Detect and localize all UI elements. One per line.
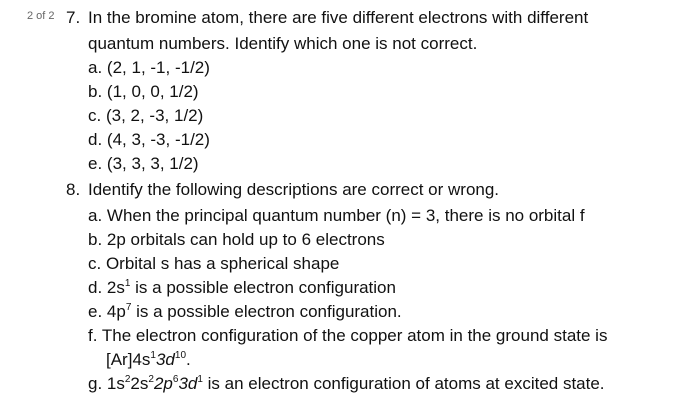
q8-d-suffix: is a possible electron configuration <box>130 278 396 297</box>
q8-item-c: c. Orbital s has a spherical shape <box>88 254 340 273</box>
q8-f-core: [Ar]4s <box>106 350 151 369</box>
q8-g-sup-4: 1 <box>197 374 203 385</box>
q7-option-c <box>88 106 203 126</box>
q7-option-b <box>88 82 199 102</box>
option-label: e. <box>88 154 103 173</box>
question-7-number: 7. <box>66 8 81 27</box>
q8-item-a: a. When the principal quantum number (n) = 3, there is no orbital f <box>88 206 585 225</box>
option-label: b. <box>88 82 103 101</box>
q7-option-a <box>88 58 210 78</box>
q8-item-b: b. 2p orbitals can hold up to 6 electrons <box>88 230 385 249</box>
q8-f-end: . <box>186 350 191 369</box>
q8-item-f-line-2 <box>106 350 191 373</box>
q8-e-suffix: is a possible electron configuration. <box>131 302 402 321</box>
q8-g-suffix: is an electron configuration of atoms at excited state. <box>202 374 605 393</box>
question-7-line-1 <box>66 8 588 28</box>
q8-f-sup-2: 10 <box>174 350 187 361</box>
question-7-text: In the bromine atom, there are five different electrons with different <box>88 8 589 27</box>
question-8-title-line <box>66 180 499 200</box>
q7-option-d <box>88 130 210 150</box>
q8-f-orbital: 3d <box>155 350 175 369</box>
q8-d-prefix: d. 2s <box>88 278 125 297</box>
q7-option-e <box>88 154 199 174</box>
question-8-number: 8. <box>66 180 81 199</box>
q8-item-d <box>88 278 396 301</box>
q8-g-sup-1: 2 <box>124 374 131 385</box>
q8-g-term-3: 2p <box>153 374 173 393</box>
option-label: d. <box>88 130 103 149</box>
option-text: (3, 3, 3, 1/2) <box>106 154 199 173</box>
question-7-line-2: quantum numbers. Identify which one is not correct. <box>88 34 478 53</box>
option-text: (2, 1, -1, -1/2) <box>106 58 210 77</box>
q8-g-sup-3: 6 <box>172 374 179 385</box>
q8-g-term-4: 3d <box>178 374 198 393</box>
page-indicator: 2 of 2 <box>27 10 55 22</box>
q8-g-prefix: g. 1s <box>88 374 125 393</box>
option-text: (3, 2, -3, 1/2) <box>105 106 204 125</box>
option-label: a. <box>88 58 103 77</box>
q8-e-prefix: e. 4p <box>88 302 126 321</box>
question-8-title: Identify the following descriptions are correct or wrong. <box>88 180 500 199</box>
option-text: (4, 3, -3, -1/2) <box>106 130 210 149</box>
q8-item-f-line-1: f. The electron configuration of the copper atom in the ground state is <box>88 326 608 345</box>
q8-item-e <box>88 302 402 325</box>
q8-g-term-2: 2s <box>130 374 149 393</box>
q8-e-superscript: 7 <box>125 302 132 313</box>
option-text: (1, 0, 0, 1/2) <box>106 82 199 101</box>
q8-d-superscript: 1 <box>124 278 131 289</box>
q8-item-g <box>88 374 605 397</box>
option-label: c. <box>88 106 102 125</box>
q8-g-sup-2: 2 <box>148 374 154 385</box>
q8-f-sup-1: 1 <box>150 350 156 361</box>
